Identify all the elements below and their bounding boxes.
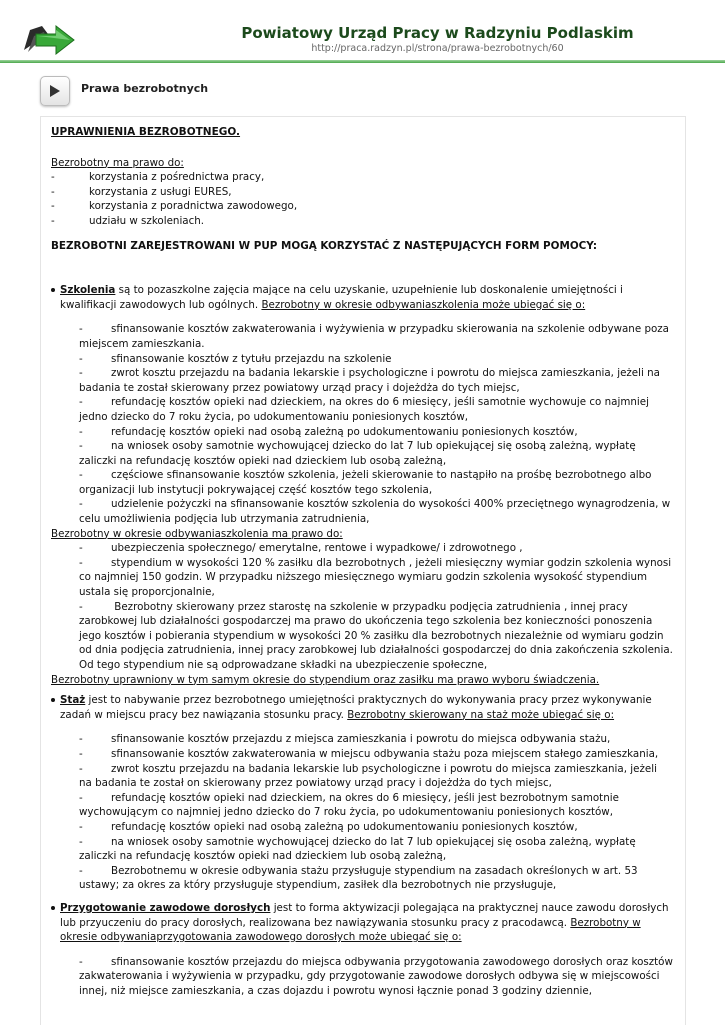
list-dash: - bbox=[51, 200, 55, 213]
list-item: - sfinansowanie kosztów zakwaterowania w miejscu odbywania stażu poza miejscem stałego zamieszkania, bbox=[79, 747, 659, 760]
internship-definition: jest to nabywanie przez bezrobotnego umiejętności praktycznych do wykonywania pracy przez wykonywanie zadań w miejscu pracy bez nawiązania stosunku pracy. bbox=[60, 694, 652, 721]
logo-arrow-icon bbox=[22, 20, 76, 56]
list-dash: - bbox=[51, 185, 55, 198]
bullet-dot bbox=[51, 288, 55, 292]
document-title: UPRAWNIENIA BEZROBOTNEGO. bbox=[51, 126, 241, 138]
list-item: - stypendium w wysokości 120 % zasiłku dla bezrobotnych , jeżeli miesięczny wymiar godzin szkolenia wynosi co najmniej 150 godzin. W przypadku niższego miesięcznego wymiaru godzin szkolenia wysokość stypendium ustala się proporcjonalnie, bbox=[79, 556, 672, 599]
list-item: - sfinansowanie kosztów przejazdu z miejsca zamieszkania i powrotu do miejsca odbywania stażu, bbox=[79, 733, 611, 746]
list-item: - Bezrobotnemu w okresie odbywania stażu przysługuje stypendium na zasadach określonych w art. 53 ustawy; za okres za który przysługuje stypendium, zasiłek dla bezrobotnych nie przysługuje, bbox=[79, 864, 638, 892]
content-panel bbox=[40, 116, 686, 1025]
list-item: - na wniosek osoby samotnie wychowującej dziecko do lat 7 lub opiekującej się osoba zależną, wypłatę zaliczki na refundację kosztów opieki nad dzieckiem lub osobą zależną, bbox=[79, 835, 636, 863]
bullet-internship bbox=[51, 693, 673, 722]
list-item bbox=[51, 214, 673, 229]
preparation-apply: Bezrobotny w okresie odbywaniaprzygotowania zawodowego dorosłych może ubiegać się o: bbox=[60, 916, 641, 944]
list-item: - refundację kosztów opieki nad dzieckiem, na okres do 6 miesięcy, jeśli jest bezrobotnym samotnie wychowującym co najmniej jedno dziecko do 7 roku życia, po udokumentowaniu poniesionych kosztów, bbox=[79, 791, 619, 819]
list-item: - udzielenie pożyczki na sfinansowanie kosztów szkolenia do wysokości 400% przeciętnego wynagrodzenia, w celu umożliwienia podjęcia lub utrzymania zatrudnienia, bbox=[79, 498, 671, 526]
list-item: - Bezrobotny skierowany przez starostę na szkolenie w przypadku podjęcia zatrudnienia , innej pracy zarobkowej lub działalności gospodarczej ma prawo do ukończenia tego szkolenia bez konieczności ponoszenia jego kosztów i pobierania stypendium w wysokości 20 % zasiłku dla bezrobotnych niezależnie od wymiaru godzin od dnia podjęcia zatrudnienia, innej pracy zarobkowej lub działalności gospodarczej do dnia zakończenia szkolenia. Od tego stypendium nie są odprowadzane składki na ubezpieczenie społeczne, bbox=[79, 600, 673, 671]
list-item bbox=[51, 185, 673, 200]
list-item: - ubezpieczenia społecznego/ emerytalne, rentowe i wypadkowe/ i zdrowotnego , bbox=[79, 542, 523, 555]
list-item-text: korzystania z pośrednictwa pracy, bbox=[89, 171, 265, 184]
bullet-dot bbox=[51, 698, 55, 702]
preparation-definition: jest to forma aktywizacji polegająca na praktycznej nauce zawodu dorosłych lub przyuczeniu do pracy dorosłych, realizowana bez nawiązywania stosunku pracy z pracodawcą. bbox=[60, 901, 669, 929]
list-item: - sfinansowanie kosztów przejazdu do miejsca odbywania przygotowania zawodowego dorosłych oraz kosztów zakwaterowania i wyżywienia w przypadku, gdy przygotowanie zawodowe dorosłych odbywa się w miejscowości innej, niż miejsce zamieszkania, a czas dojazdu i powrotu wynosi łącznie ponad 3 godziny dziennie, bbox=[79, 955, 673, 997]
training-label: Szkolenia bbox=[60, 284, 116, 297]
training-apply: Bezrobotny w okresie odbywaniaszkolenia może ubiegać się o: bbox=[261, 298, 586, 311]
rights-intro: Bezrobotny ma prawo do: bbox=[51, 156, 184, 169]
list-item: - zwrot kosztu przejazdu na badania lekarskie i psychologiczne i powrotu do miejsca zamieszkania, jeżeli na badania te został skierowany przez powiatowy urząd pracy i dojeżdża do tych miejsc, bbox=[79, 367, 660, 394]
section-header bbox=[0, 62, 725, 106]
section-title: Prawa bezrobotnych bbox=[81, 82, 209, 95]
document-body bbox=[41, 117, 685, 998]
forms-heading: BEZROBOTNI ZAREJESTROWANI W PUP MOGĄ KORZYSTAĆ Z NASTĘPUJĄCYCH FORM POMOCY: bbox=[51, 239, 598, 252]
site-title: Powiatowy Urząd Pracy w Radzyniu Podlaskim bbox=[241, 24, 634, 42]
play-arrow-icon bbox=[49, 84, 61, 98]
list-dash: - bbox=[51, 171, 55, 184]
list-item-text: korzystania z poradnictwa zawodowego, bbox=[89, 200, 298, 213]
list-item bbox=[51, 170, 673, 185]
list-item bbox=[51, 199, 673, 214]
bullet-dot bbox=[51, 906, 55, 910]
page-url: http://praca.radzyn.pl/strona/prawa-bezrobotnych/60 bbox=[311, 43, 564, 54]
list-item-text: udziału w szkoleniach. bbox=[89, 214, 205, 227]
bullet-training bbox=[51, 283, 673, 312]
internship-apply: Bezrobotny skierowany na staż może ubiegać się o: bbox=[347, 708, 615, 721]
section-arrow-button[interactable] bbox=[40, 76, 70, 106]
training-rights-head: Bezrobotny w okresie odbywaniaszkolenia ma prawo do: bbox=[51, 527, 343, 540]
list-item: - zwrot kosztu przejazdu na badania lekarskie lub psychologiczne i powrotu do miejsca zamieszkania, jeżeli na badania te został on skierowany przez powiatowy urząd pracy i dojeżdża do tych miejsc, bbox=[79, 762, 657, 790]
list-item: - refundację kosztów opieki nad osobą zależną po udokumentowaniu poniesionych kosztów, bbox=[79, 820, 578, 833]
bullet-preparation bbox=[51, 901, 673, 945]
list-item: - sfinansowanie kosztów zakwaterowania i wyżywienia w przypadku skierowania na szkolenie odbywane poza miejscem zamieszkania. bbox=[79, 323, 669, 350]
list-item-text: korzystania z usługi EURES, bbox=[89, 185, 232, 198]
list-dash: - bbox=[51, 214, 55, 227]
training-definition: są to pozaszkolne zajęcia mające na celu uzyskanie, uzupełnienie lub doskonalenie umiejętności i kwalifikacji zawodowych lub ogólnych. bbox=[60, 284, 623, 311]
site-header bbox=[0, 0, 725, 62]
list-item: - częściowe sfinansowanie kosztów szkolenia, jeżeli skierowanie to nastąpiło na prośbę bezrobotnego albo organizacji lub instytucji pokrywającej część kosztów tego szkolenia, bbox=[79, 469, 652, 496]
internship-label: Staż bbox=[60, 694, 86, 707]
list-item: - sfinansowanie kosztów z tytułu przejazdu na szkolenie bbox=[79, 352, 392, 365]
training-note: Bezrobotny uprawniony w tym samym okresie do stypendium oraz zasiłku ma prawo wyboru świadczenia. bbox=[51, 673, 600, 686]
list-item: - refundację kosztów opieki nad dzieckiem, na okres do 6 miesięcy, jeśli samotnie wychowuje co najmniej jedno dziecko do 7 roku życia, po udokumentowaniu poniesionych kosztów, bbox=[79, 396, 649, 423]
preparation-label: Przygotowanie zawodowe dorosłych bbox=[60, 901, 271, 914]
list-item: - refundację kosztów opieki nad osobą zależną po udokumentowaniu poniesionych kosztów, bbox=[79, 425, 578, 438]
list-item: - na wniosek osoby samotnie wychowującej dziecko do lat 7 lub opiekującej się osobą zależną, wypłatę zaliczki na refundację kosztów opieki nad dzieckiem lub osobą zależną, bbox=[79, 440, 636, 467]
